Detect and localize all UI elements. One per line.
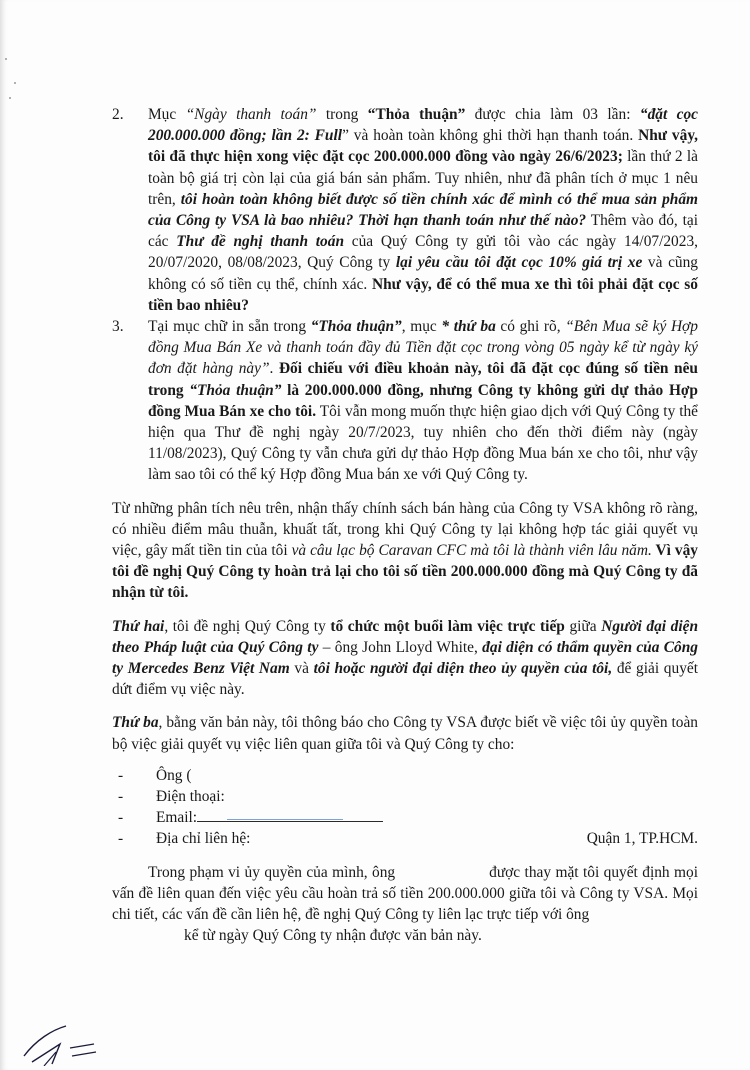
representative-contacts bbox=[112, 765, 698, 850]
text-run: kể từ ngày Quý Công ty nhận được văn bản này. bbox=[184, 927, 482, 945]
text-run: và cũng không có số tiền cụ thể, chính xác. bbox=[148, 254, 698, 293]
item-2-text bbox=[148, 104, 698, 316]
contact-phone-label: Điện thoại: bbox=[156, 788, 225, 806]
text-run: “Thỏa thuận” bbox=[367, 106, 466, 123]
contact-name-row bbox=[112, 765, 698, 786]
text-run: , mục bbox=[401, 318, 442, 336]
text-run: tôi hoàn toàn không biết được số tiền chính xác để mình có thể mua sản phẩm của Công ty VSA là bao nhiêu? Thời hạn thanh toán như thế nào? bbox=[148, 190, 698, 230]
text-run: . bbox=[269, 360, 279, 378]
contact-address-row bbox=[112, 828, 698, 849]
contact-name-label: Ông ( bbox=[156, 766, 192, 784]
text-run: “Bên Mua sẽ ký Hợp đồng Mua Bán Xe và thanh toán đầy đủ Tiền đặt cọc trong vòng 05 ngày kể từ ngày ký đơn đặt hàng này” bbox=[148, 318, 698, 378]
conclusion-paragraph bbox=[112, 498, 698, 604]
contact-address-label: Địa chỉ liên hệ: bbox=[156, 830, 251, 848]
email-underline bbox=[197, 807, 383, 822]
text-run: “Thỏa thuận” bbox=[310, 318, 402, 336]
text-run: để giải quyết dứt điểm vụ việc này. bbox=[112, 660, 698, 699]
text-run: lần thứ 2 là toàn bộ giá trị còn lại của giá bán sản phẩm. Tuy nhiên, như đã phân tích ở mục 1 nêu trên, bbox=[148, 148, 698, 208]
text-run: Mục bbox=[148, 106, 186, 123]
text-run: Thư đề nghị thanh toán bbox=[176, 233, 344, 251]
text-run: Đối chiếu với điều khoản này, tôi đã đặt cọc đúng số tiền nêu trong bbox=[148, 360, 698, 399]
text-run: Vì vậy tôi đề nghị Quý Công ty hoàn trả lại cho tôi số tiền 200.000.000 đồng mà Quý Công ty đã nhận từ tôi. bbox=[112, 542, 698, 602]
list-item-3 bbox=[112, 316, 698, 486]
item-number: 2. bbox=[112, 106, 124, 123]
bullet-dash: - bbox=[118, 766, 124, 784]
text-run: được chia làm 03 lần: bbox=[465, 106, 640, 123]
authorization-continuation bbox=[112, 925, 698, 946]
text-run: đại diện có thẩm quyền của Công ty Mercedes Benz Việt Nam bbox=[112, 638, 698, 678]
text-run: Thêm vào đó, tại các bbox=[148, 212, 699, 251]
text-run: “Ngày thanh toán” bbox=[185, 106, 317, 123]
text-run: giữa bbox=[564, 617, 602, 635]
text-run: Trong phạm vi ủy quyền của mình, ông bbox=[148, 863, 396, 881]
text-run: là 200.000.000 đồng, nhưng Công ty không gửi dự thảo Hợp đồng Mua Bán xe cho tôi. bbox=[148, 381, 698, 420]
list-item-2 bbox=[112, 104, 698, 316]
letter-body bbox=[112, 104, 698, 946]
contact-email-label: Email: bbox=[156, 809, 198, 827]
text-run: Tại mục chữ in sẵn trong bbox=[148, 318, 311, 336]
text-run: và bbox=[289, 660, 314, 678]
bullet-dash: - bbox=[118, 788, 124, 806]
text-run: Từ những phân tích nêu trên, nhận thấy chính sách bán hàng của Công ty VSA không rõ ràng, có nhiều điểm mâu thuẫn, khuất tất, trong khi Quý Công ty lại không hợp tác giải quyết vụ việc, gây mất tiền tin của tôi bbox=[112, 499, 698, 560]
contact-phone-row bbox=[112, 786, 698, 807]
text-run: “Thỏa thuận” bbox=[189, 381, 282, 399]
text-run: tôi hoặc người đại diện theo ủy quyền của tôi, bbox=[313, 660, 613, 678]
text-run: lại yêu cầu tôi đặt cọc 10% giá trị xe bbox=[395, 254, 643, 272]
contact-address-value: Quận 1, TP.HCM. bbox=[586, 830, 698, 848]
text-run: * thứ ba bbox=[441, 318, 496, 336]
text-run: “đặt cọc 200.000.000 đồng; lần 2: Full bbox=[148, 106, 699, 145]
text-run: Thứ hai bbox=[112, 617, 165, 635]
text-run: ” và hoàn toàn không ghi thời hạn thanh toán. bbox=[342, 127, 639, 145]
text-run: trong bbox=[316, 106, 368, 123]
text-run: Người đại diện theo Pháp luật của Quý Công ty bbox=[112, 617, 699, 656]
text-run: và câu lạc bộ Caravan CFC mà tôi là thành viên lâu năm. bbox=[291, 542, 652, 560]
second-request-paragraph bbox=[112, 616, 698, 701]
text-run: , tôi đề nghị Quý Công ty bbox=[164, 617, 331, 635]
text-run: – ông John Lloyd White, bbox=[318, 638, 483, 656]
item-3-text bbox=[148, 316, 698, 486]
text-run: Tôi vẫn mong muốn thực hiện giao dịch với Quý Công ty thể hiện qua Thư đề nghị ngày 20/7/2023, tuy nhiên cho đến thời điểm này (ngày 11/08/2023), Quý Công ty vẫn chưa gửi dự thảo Hợp đồng Mua bán xe cho tôi, như vậy làm sao tôi có thể ký Hợp đồng Mua bán xe với Quý Công ty. bbox=[148, 402, 699, 484]
text-run: , bằng văn bản này, tôi thông báo cho Công ty VSA được biết về việc tôi ủy quyền toàn bộ việc giải quyết vụ việc liên quan giữa tôi và Quý Công ty cho: bbox=[112, 714, 698, 753]
contact-email-row bbox=[112, 807, 698, 828]
bullet-dash: - bbox=[118, 809, 124, 827]
text-run: được thay mặt tôi quyết định mọi vấn đề liên quan đến việc yêu cầu hoàn trả số tiền 200.000.000 giữa tôi và Công ty VSA. Mọi chi tiết, các vấn đề cần liên hệ, đề nghị Quý Công ty liên lạc trực tiếp với ông bbox=[112, 863, 698, 924]
text-run: của Quý Công ty gửi tôi vào các ngày 14/07/2023, 20/07/2020, 08/08/2023, Quý Công ty bbox=[148, 233, 698, 272]
text-run: tổ chức một buổi làm việc trực tiếp bbox=[330, 617, 565, 635]
text-run: Như vậy, để có thể mua xe thì tôi phải đặt cọc số tiền bao nhiêu? bbox=[148, 275, 698, 314]
bullet-dash: - bbox=[118, 830, 124, 848]
third-request-paragraph bbox=[112, 712, 698, 754]
signature-scribble bbox=[22, 1022, 112, 1066]
text-run: có ghi rõ, bbox=[495, 318, 566, 336]
text-run: Thứ ba bbox=[112, 714, 159, 732]
item-number: 3. bbox=[112, 318, 124, 336]
authorization-paragraph bbox=[112, 862, 698, 926]
text-run: Như vậy, tôi đã thực hiện xong việc đặt cọc 200.000.000 đồng vào ngày 26/6/2023; bbox=[148, 127, 699, 166]
